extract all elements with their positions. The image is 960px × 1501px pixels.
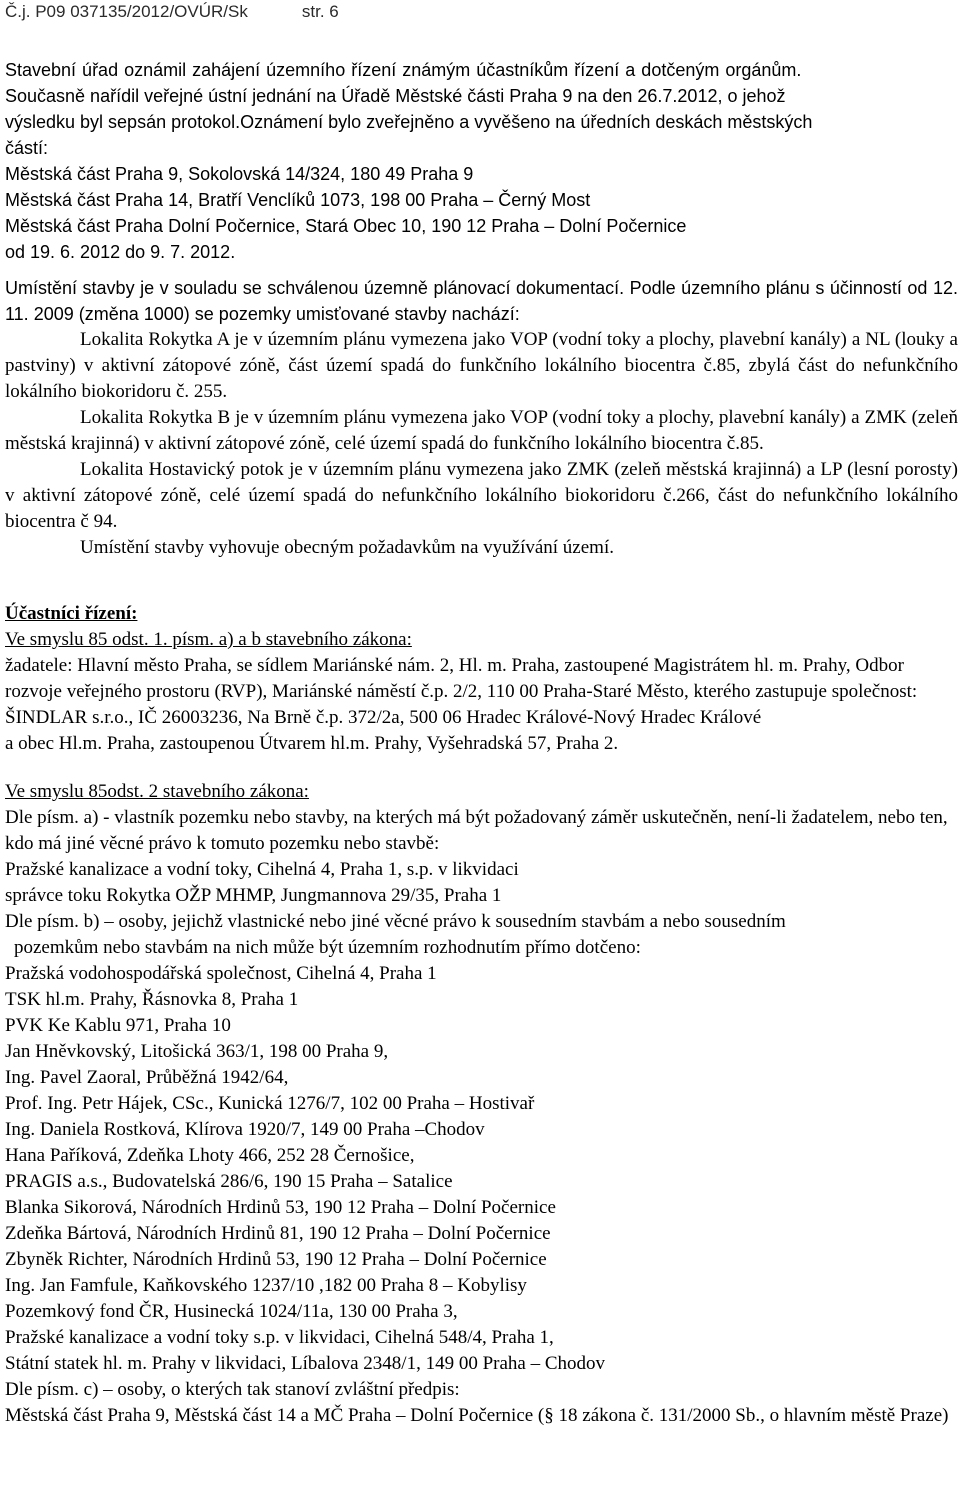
section-2-a-description: Dle písm. a) - vlastník pozemku nebo stavby, na kterých má být požadovaný záměr uskutečněn, není-li žadatelem, nebo ten, kdo má jiné věcné právo k tomuto pozemku nebo stavbě: [5,807,948,854]
section-2-b-item: Jan Hněvkovský, Litošická 363/1, 198 00 Praha 9, [5,1041,389,1062]
section-2-b-item: Zbyněk Richter, Národních Hrdinů 53, 190 12 Praha – Dolní Počernice [5,1249,547,1270]
reference-number: Č.j. P09 037135/2012/OVÚR/Sk [5,2,248,21]
plan-paragraph-4: Lokalita Hostavický potok je v územním plánu vymezena jako ZMK (zeleň městská krajinná) a LP (lesní porosty) v aktivní zátopové zóně, celé území spadá do nefunkčního lokálního biokoridoru č.266, část do nefunkčního lokálního biocentra č 94. [5,459,958,532]
section-1-title [5,627,958,653]
notice-board-1: Městská část Praha 9, Sokolovská 14/324, 180 49 Praha 9 [5,164,474,184]
plan-paragraph-1: Umístění stavby je v souladu se schválenou územně plánovací dokumentací. Podle územního plánu s účinností od 12. 11. 2009 (změna 1000) se pozemky umisťované stavby nachází: [5,278,958,324]
section-2-b-description: Dle písm. b) – osoby, jejichž vlastnické nebo jiné věcné právo k sousedním stavbám a nebo sousedním [5,911,786,932]
intro-line-2: Současně nařídil veřejné ústní jednání na Úřadě Městské části Praha 9 na den 26.7.2012, o jehož [5,86,786,106]
intro-publication: Oznámení bylo zveřejněno a vyvěšeno na úředních deskách městských [240,112,813,132]
section-2-b-item: Ing. Pavel Zaoral, Průběžná 1942/64, [5,1067,289,1088]
section-2-c-text: Městská část Praha 9, Městská část 14 a MČ Praha – Dolní Počernice (§ 18 zákona č. 131/2000 Sb., o hlavním městě Praze) [5,1405,949,1426]
section-2-b-item: PRAGIS a.s., Budovatelská 286/6, 190 15 Praha – Satalice [5,1171,453,1192]
notice-board-3: Městská část Praha Dolní Počernice, Stará Obec 10, 190 12 Praha – Dolní Počernice [5,216,687,236]
intro-line-1: Stavební úřad oznámil zahájení územního řízení známým účastníkům řízení a dotčeným orgánům. [5,60,802,80]
section-2-b-item: TSK hl.m. Prahy, Řásnovka 8, Praha 1 [5,989,299,1010]
notice-period: od 19. 6. 2012 do 9. 7. 2012. [5,242,236,262]
participants-heading [5,601,958,627]
document-body [5,57,958,1429]
plan-paragraph-5: Umístění stavby vyhovuje obecným požadavkům na využívání území. [80,537,614,558]
section-2-a-item: správce toku Rokytka OŽP MHMP, Jungmannova 29/35, Praha 1 [5,885,502,906]
intro-protocol: výsledku byl sepsán protokol. [5,112,241,132]
section-2-b-item: Státní statek hl. m. Prahy v likvidaci, Líbalova 2348/1, 149 00 Praha – Chodov [5,1353,606,1374]
section-2-title-text: Ve smyslu 85odst. 2 stavebního zákona: [5,781,309,802]
page-header [5,2,339,22]
section-2-b-item: Hana Paříková, Zdeňka Lhoty 466, 252 28 Černošice, [5,1145,415,1166]
section-2-b-item: Ing. Jan Famfule, Kaňkovského 1237/10 ,182 00 Praha 8 – Kobylisy [5,1275,527,1296]
intro-line-3 [5,109,958,135]
plan-paragraph-3: Lokalita Rokytka B je v územním plánu vymezena jako VOP (vodní toky a plochy, plavební kanály) a ZMK (zeleň městská krajinná) v aktivní zátopové zóně, celé území spadá do funkčního lokálního biocentra č.85. [5,407,958,454]
intro-line-4: částí: [5,138,49,158]
page-number: str. 6 [301,2,339,21]
applicant-paragraph: žadatele: Hlavní město Praha, se sídlem Mariánské nám. 2, Hl. m. Praha, zastoupené Magistrátem hl. m. Prahy, Odbor rozvoje veřejného prostoru (RVP), Mariánské náměstí č.p. 2/2, 110 00 Praha-Staré Město, kterého zastupuje společnost: ŠINDLAR s.r.o., IČ 26003236, Na Brně č.p. 372/2a, 500 06 Hradec Králové-Nový Hradec Králové [5,655,918,728]
section-2-title [5,779,958,805]
section-2-b-item: Pozemkový fond ČR, Husinecká 1024/11a, 130 00 Praha 3, [5,1301,458,1322]
section-2-b-item: Blanka Sikorová, Národních Hrdinů 53, 190 12 Praha – Dolní Počernice [5,1197,556,1218]
section-2-c-description: Dle písm. c) – osoby, o kterých tak stanoví zvláštní předpis: [5,1379,460,1400]
plan-paragraph-2: Lokalita Rokytka A je v územním plánu vymezena jako VOP (vodní toky a plochy, plavební kanály) a NL (louky a pastviny) v aktivní zátopové zóně, část území spadá do funkčního lokálního biocentra č.85, zbylá část do nefunkčního lokálního biokoridoru č. 255. [5,329,958,402]
section-2-b-item: Pražská vodohospodářská společnost, Cihelná 4, Praha 1 [5,963,437,984]
section-2-b-item: Zdeňka Bártová, Národních Hrdinů 81, 190 12 Praha – Dolní Počernice [5,1223,551,1244]
municipality-paragraph: a obec Hl.m. Praha, zastoupenou Útvarem hl.m. Prahy, Vyšehradská 57, Praha 2. [5,733,619,754]
notice-board-2: Městská část Praha 14, Bratří Venclíků 1073, 198 00 Praha – Černý Most [5,190,591,210]
section-2-b-item: PVK Ke Kablu 971, Praha 10 [5,1015,231,1036]
section-1-title-text: Ve smyslu 85 odst. 1. písm. a) a b stavebního zákona: [5,629,412,650]
participants-heading-text: Účastníci řízení: [5,603,138,624]
section-2-a-item: Pražské kanalizace a vodní toky, Cihelná 4, Praha 1, s.p. v likvidaci [5,859,519,880]
section-2-b-item: Prof. Ing. Petr Hájek, CSc., Kunická 1276/7, 102 00 Praha – Hostivař [5,1093,535,1114]
section-2-b-description-cont: pozemkům nebo stavbám na nich může být územním rozhodnutím přímo dotčeno: [14,937,641,958]
section-2-b-item: Pražské kanalizace a vodní toky s.p. v likvidaci, Cihelná 548/4, Praha 1, [5,1327,554,1348]
section-2-b-item: Ing. Daniela Rostková, Klírova 1920/7, 149 00 Praha –Chodov [5,1119,485,1140]
